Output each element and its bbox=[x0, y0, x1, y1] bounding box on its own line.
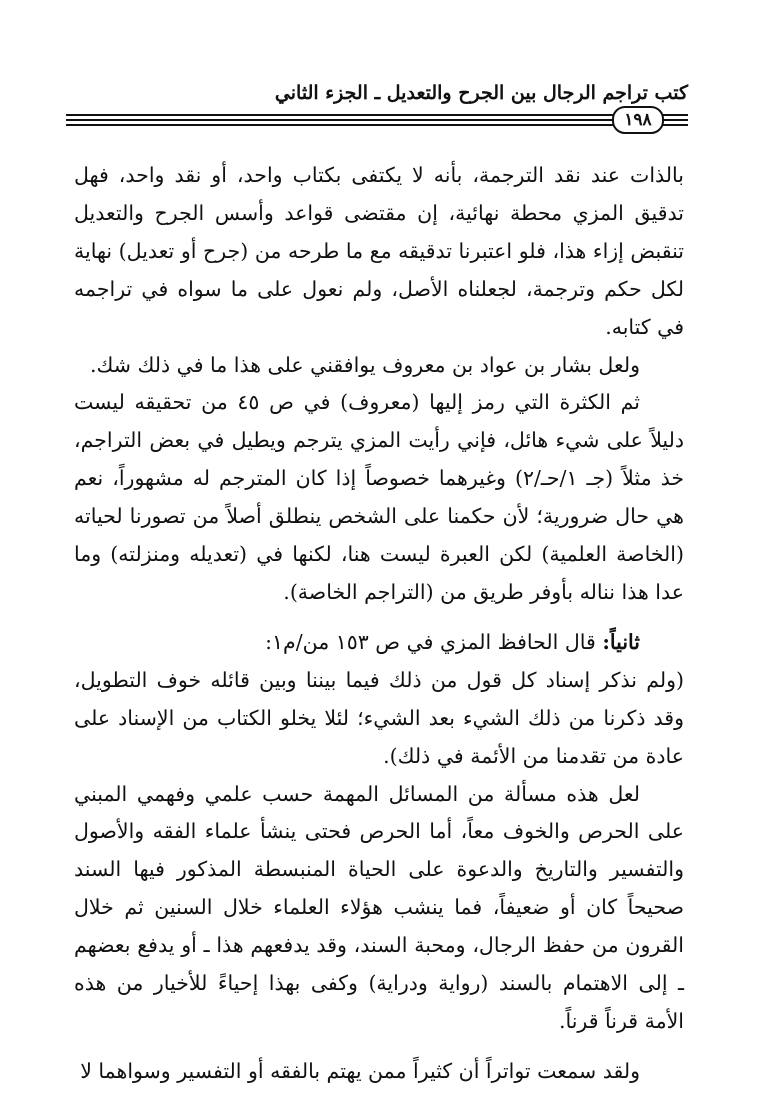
header-rule bbox=[660, 119, 688, 121]
paragraph: ثم الكثرة التي رمز إليها (معروف) في ص ٤٥ من تحقيقه ليست دليلاً على شيء هائل، فإني رأيت المزي يترجم ويطيل في بعض التراجم، خذ مثلاً (جـ ١/حـ/٢) وغيرهما خصوصاً إذا كان المترجم له مشهوراً، نعم هي حال ضرورية؛ لأن حكمنا على الشخص ينطلق أصلاً من تصورنا لحياته (الخاصة العلمية) لكن العبرة ليست هنا، لكنها في (تعديله ومنزلته) وما عدا هذا نناله بأوفر طريق من (التراجم الخاصة). bbox=[74, 390, 685, 604]
running-header-title: كتب تراجم الرجال بين الجرح والتعديل ـ الجزء الثاني bbox=[274, 82, 688, 104]
thaniyan-text: قال الحافظ المزي في ص ١٥٣ من/م١: bbox=[265, 629, 596, 654]
body-text bbox=[74, 157, 684, 1091]
paragraph: ولقد سمعت تواتراً أن كثيراً ممن يهتم بالفقه أو التفسير وسواهما لا bbox=[80, 1058, 640, 1083]
page-number-badge: ١٩٨ bbox=[612, 106, 664, 134]
paragraph: بالذات عند نقد الترجمة، بأنه لا يكتفى بكتاب واحد، أو نقد واحد، فهل تدقيق المزي محطة نهائية، إن مقتضى قواعد وأسس الجرح والتعديل تنقبض إزاء هذا، فلو اعتبرنا تدقيقه مع ما طرحه من (جرح أو تعديل) نهاية لكل حكم وترجمة، لجعلناه الأصل، ولم نعول على ما سواه في تراجمه في كتابه. bbox=[74, 163, 684, 339]
paragraph-thaniyan bbox=[74, 624, 684, 662]
thaniyan-label: ثانياً: bbox=[602, 629, 640, 654]
paragraph: لعل هذه مسألة من المسائل المهمة حسب علمي وفهمي المبني على الحرص والخوف معاً، أما الحرص فحتى ينشأ علماء الفقه والأصول والتفسير والتاريخ والدعوة على الحياة المنبسطة المذكور فيها السند صحيحاً كان أو ضعيفاً، فما ينشب هؤلاء العلماء خلال السنين ثم خلال القرون من حفظ الرجال، ومحبة السند، وقد يدفعهم هذا ـ أو يدفع بعضهم ـ إلى الاهتمام بالسند (رواية ودراية) وكفى بهذا إحياءً للأخيار من هذه الأمة قرناً قرناً. bbox=[74, 781, 684, 1033]
header-rule bbox=[66, 124, 618, 126]
header-rule bbox=[660, 114, 688, 116]
header-rule bbox=[66, 119, 618, 121]
quoted-paragraph: (ولم نذكر إسناد كل قول من ذلك فيما بيننا وبين قائله خوف التطويل، وقد ذكرنا من ذلك الشيء بعد الشيء؛ لئلا يخلو الكتاب من الإسناد على عادة من تقدمنا من الأئمة في ذلك). bbox=[74, 667, 684, 768]
header-rule bbox=[660, 124, 688, 126]
paragraph: ولعل بشار بن عواد بن معروف يوافقني على هذا ما في ذلك شك. bbox=[89, 352, 640, 377]
header-rule bbox=[66, 114, 618, 116]
